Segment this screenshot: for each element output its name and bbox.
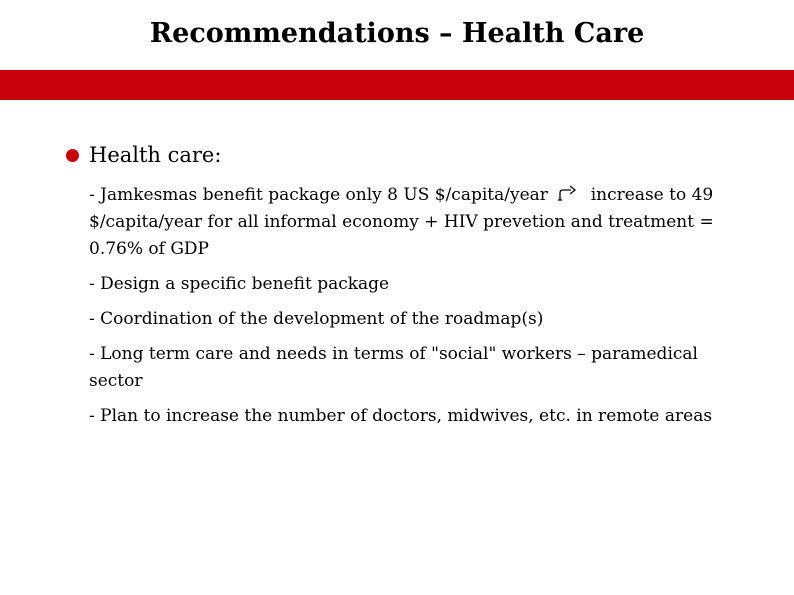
bullet-label: Health care: <box>89 143 222 167</box>
sub-item-plan-doctors: - Plan to increase the number of doctors, midwives, etc. in remote areas <box>89 406 713 426</box>
arrow-icon <box>557 184 579 202</box>
sub-item-text-after: increase to 49 $/capita/year for all informal economy + HIV prevetion and treatment = 0.76% of GDP <box>89 185 714 259</box>
sub-item-coordination: - Coordination of the development of the roadmap(s) <box>89 309 544 329</box>
sub-item-jamkesmas <box>89 182 749 263</box>
sub-item-text-before: - Jamkesmas benefit package only 8 US $/capita/year <box>89 185 548 205</box>
bullet-dot-icon <box>66 149 79 162</box>
sub-item-list <box>89 182 749 438</box>
sub-item-design: - Design a specific benefit package <box>89 274 390 294</box>
title-accent-bar <box>0 70 794 100</box>
sub-item-long-term-care: - Long term care and needs in terms of "social" workers – paramedical sector <box>89 344 698 391</box>
bullet-health-care <box>66 143 221 167</box>
slide-title: Recommendations – Health Care <box>149 18 645 49</box>
